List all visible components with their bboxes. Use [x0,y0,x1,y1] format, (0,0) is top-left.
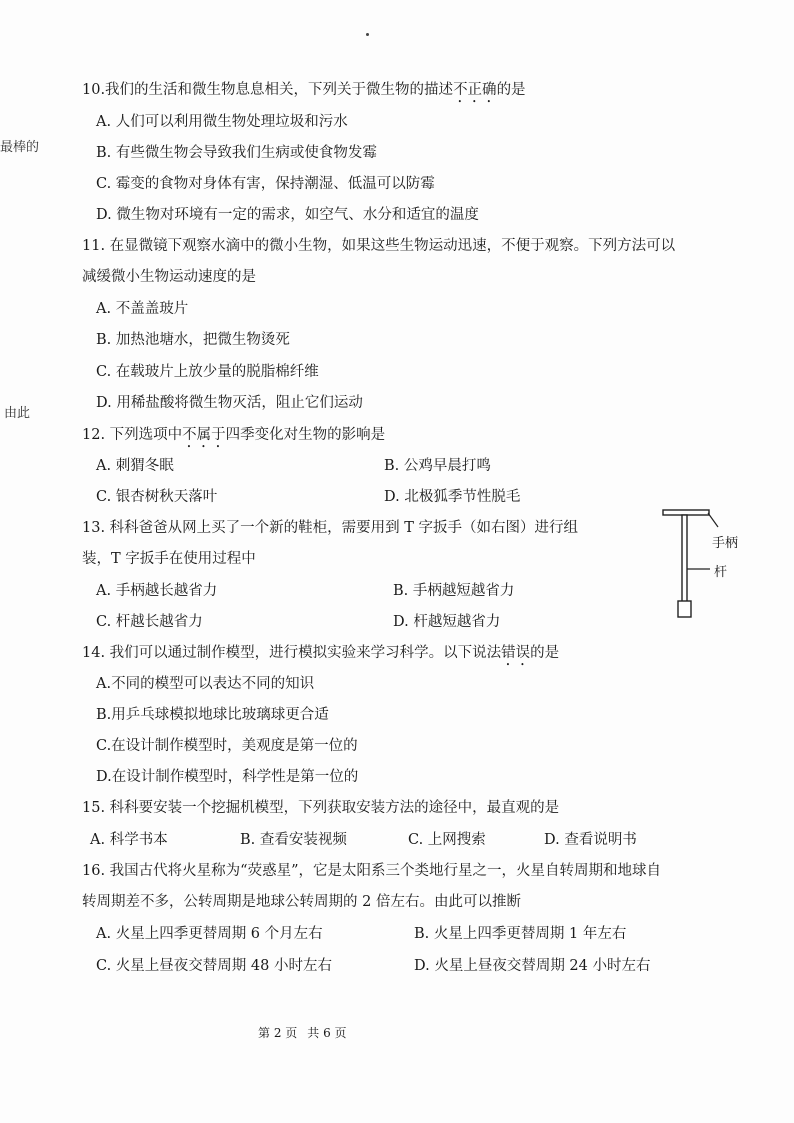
emphasis-text: 不属于 [182,427,226,443]
emphasis-text: 错误 [501,645,531,661]
question-10-option-d: D. 微生物对环境有一定的需求，如空气、水分和适宜的温度 [96,207,479,223]
question-11-stem-continued: 减缓微小生物运动速度的是 [82,269,256,285]
question-12-option-c: C. 银杏树秋天落叶 [96,489,218,505]
question-16-stem: 16. 我国古代将火星称为“荧惑星”，它是太阳系三个类地行星之一，火星自转周期和地球自 [82,863,661,879]
question-13-option-a: A. 手柄越长越省力 [96,583,218,599]
scan-speck [366,33,369,36]
question-14-option-a: A.不同的模型可以表达不同的知识 [96,676,315,692]
question-16-option-c: C. 火星上昼夜交替周期 48 小时左右 [96,958,332,974]
question-12-option-a: A. 刺猬冬眠 [96,458,174,474]
question-12-option-d: D. 北极狐季节性脱毛 [384,489,521,505]
question-15-option-d: D. 查看说明书 [544,832,637,848]
question-11-option-d: D. 用稀盐酸将微生物灭活，阻止它们运动 [96,395,363,411]
t-wrench-figure [662,505,738,623]
question-13-stem-continued: 装，T 字扳手在使用过程中 [82,551,256,567]
page-number: 第 2 页 [258,1026,298,1040]
question-16-stem-continued: 转周期差不多，公转周期是地球公转周期的 2 倍左右。由此可以推断 [82,894,521,910]
binding-margin-text: 最棒的 [0,140,40,155]
question-10-option-b: B. 有些微生物会导致我们生病或使食物发霉 [96,145,377,161]
figure-label-handle: 手柄 [712,536,739,551]
figure-label-rod: 杆 [714,565,728,580]
question-14-stem: 14. 我们可以通过制作模型，进行模拟实验来学习科学。以下说法错误的是 [82,645,560,661]
binding-margin-text: 由此 [4,406,31,421]
question-13-option-d: D. 杆越短越省力 [393,614,501,630]
question-11-stem: 11. 在显微镜下观察水滴中的微小生物，如果这些生物运动迅速，不便于观察。下列方法可以 [82,238,676,254]
question-11-option-b: B. 加热池塘水，把微生物烫死 [96,332,290,348]
question-16-option-b: B. 火星上四季更替周期 1 年左右 [414,926,627,942]
question-10-stem: 10.我们的生活和微生物息息相关，下列关于微生物的描述不正确的是 [82,82,526,98]
question-16-option-a: A. 火星上四季更替周期 6 个月左右 [96,926,323,942]
question-10-option-c: C. 霉变的食物对身体有害，保持潮湿、低温可以防霉 [96,176,435,192]
page-total: 共 6 页 [307,1026,347,1040]
question-13-option-c: C. 杆越长越省力 [96,614,203,630]
question-13-option-b: B. 手柄越短越省力 [393,583,515,599]
question-13-stem: 13. 科科爸爸从网上买了一个新的鞋柜，需要用到 T 字扳手（如右图）进行组 [82,520,579,536]
question-15-option-c: C. 上网搜索 [408,832,486,848]
question-10-option-a: A. 人们可以利用微生物处理垃圾和污水 [96,114,348,130]
question-12-option-b: B. 公鸡早晨打鸣 [384,458,491,474]
question-11-option-a: A. 不盖盖玻片 [96,301,189,317]
page-footer [258,1024,357,1041]
question-14-option-b: B.用乒乓球模拟地球比玻璃球更合适 [96,707,329,723]
question-16-option-d: D. 火星上昼夜交替周期 24 小时左右 [414,958,651,974]
question-15-option-b: B. 查看安装视频 [240,832,347,848]
question-11-option-c: C. 在载玻片上放少量的脱脂棉纤维 [96,364,319,380]
question-12-stem: 12. 下列选项中不属于四季变化对生物的影响是 [82,427,386,443]
question-14-option-c: C.在设计制作模型时，美观度是第一位的 [96,738,358,754]
question-14-option-d: D.在设计制作模型时，科学性是第一位的 [96,769,359,785]
emphasis-text: 不正确 [453,82,497,98]
question-15-option-a: A. 科学书本 [90,832,168,848]
question-15-stem: 15. 科科要安装一个挖掘机模型，下列获取安装方法的途径中，最直观的是 [82,800,560,816]
